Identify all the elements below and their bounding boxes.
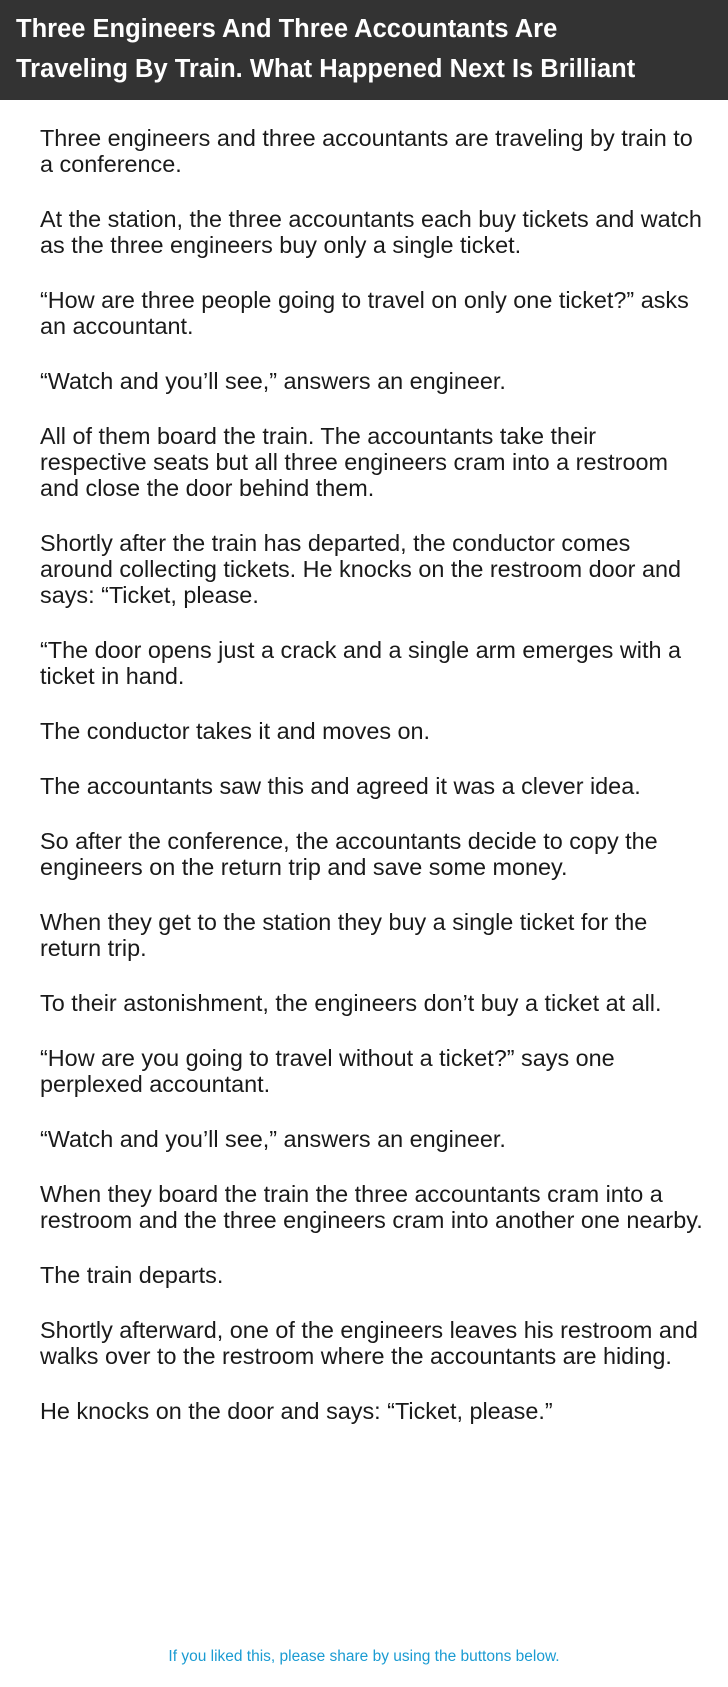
header-banner bbox=[0, 0, 728, 100]
paragraph: Shortly afterward, one of the engineers leaves his restroom and walks over to the restroom where the accountants are hiding. bbox=[40, 1317, 698, 1369]
article-title bbox=[16, 9, 728, 89]
paragraph: When they get to the station they buy a single ticket for the return trip. bbox=[40, 909, 648, 961]
paragraph: When they board the train the three accountants cram into a restroom and the three engineers cram into another one nearby. bbox=[40, 1181, 703, 1233]
paragraph: The accountants saw this and agreed it was a clever idea. bbox=[40, 773, 641, 799]
paragraph: All of them board the train. The accountants take their respective seats but all three engineers cram into a restroom and close the door behind them. bbox=[40, 423, 668, 501]
paragraph: To their astonishment, the engineers don’t buy a ticket at all. bbox=[40, 990, 662, 1016]
title-line-2: Traveling By Train. What Happened Next Is Brilliant bbox=[16, 55, 636, 83]
paragraph: “How are three people going to travel on only one ticket?” asks an accountant. bbox=[40, 287, 689, 339]
paragraph: So after the conference, the accountants decide to copy the engineers on the return trip and save some money. bbox=[40, 828, 658, 880]
paragraph: “Watch and you’ll see,” answers an engineer. bbox=[40, 368, 506, 394]
paragraph: “The door opens just a crack and a single arm emerges with a ticket in hand. bbox=[40, 637, 681, 689]
paragraph: The train departs. bbox=[40, 1262, 224, 1288]
paragraph: Shortly after the train has departed, the conductor comes around collecting tickets. He knocks on the restroom door and says: “Ticket, please. bbox=[40, 530, 681, 608]
share-note: If you liked this, please share by using the buttons below. bbox=[168, 1648, 560, 1665]
paragraph: “How are you going to travel without a ticket?” says one perplexed accountant. bbox=[40, 1045, 615, 1097]
paragraph: He knocks on the door and says: “Ticket, please.” bbox=[40, 1398, 553, 1424]
article-body bbox=[40, 125, 705, 1453]
paragraph: At the station, the three accountants each buy tickets and watch as the three engineers buy only a single ticket. bbox=[40, 206, 702, 258]
title-line-1: Three Engineers And Three Accountants Are bbox=[16, 15, 558, 43]
paragraph: “Watch and you’ll see,” answers an engineer. bbox=[40, 1126, 506, 1152]
paragraph: The conductor takes it and moves on. bbox=[40, 718, 431, 744]
paragraph: Three engineers and three accountants are traveling by train to a conference. bbox=[40, 125, 693, 177]
